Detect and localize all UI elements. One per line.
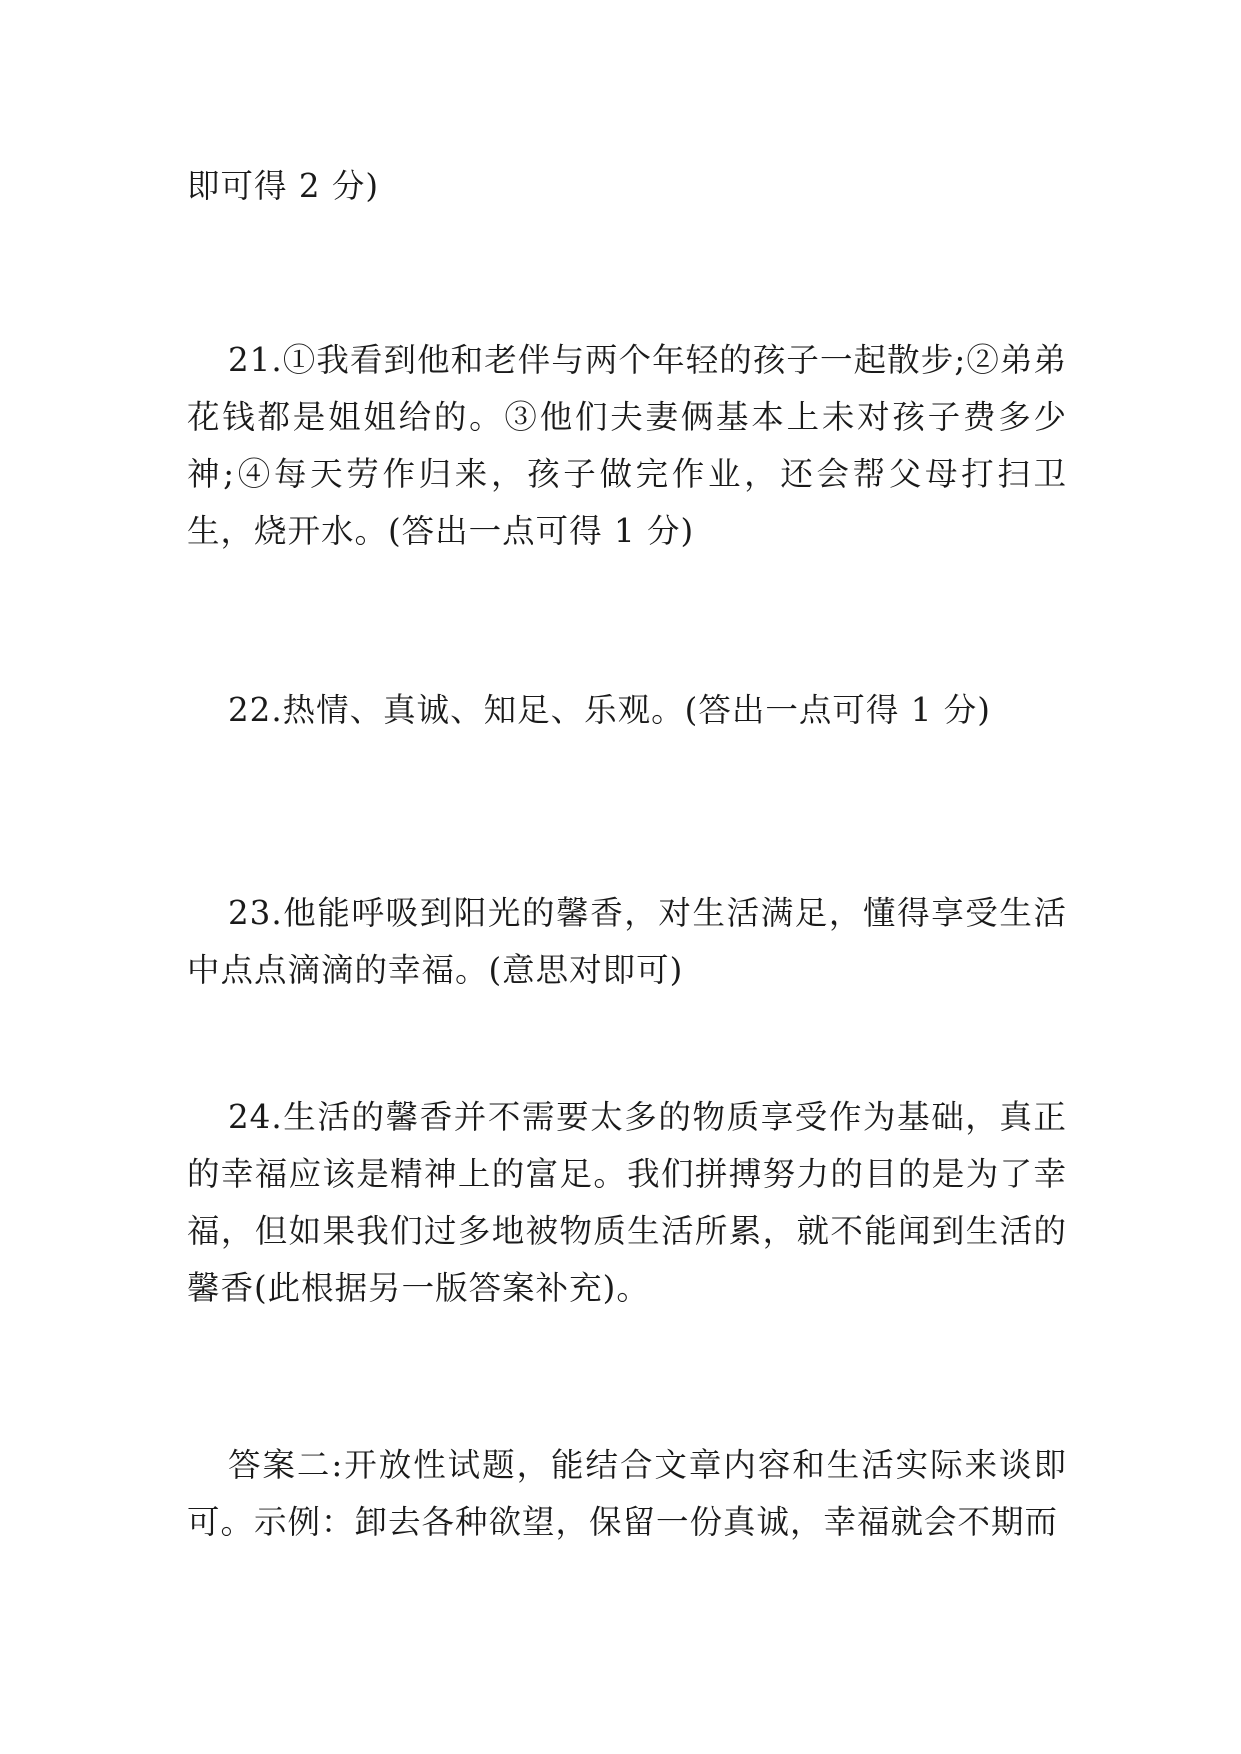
answer-22-paragraph: 22.热情、真诚、知足、乐观。(答出一点可得 1 分) [228,691,991,729]
answer-two-paragraph: 答案二:开放性试题，能结合文章内容和生活实际来谈即可。示例：卸去各种欲望，保留一份真诚，幸福就会不期而 [187,1446,1067,1541]
answer-continuation-text: 即可得 2 分) [187,167,380,205]
answer-24-paragraph: 24.生活的馨香并不需要太多的物质享受作为基础，真正的幸福应该是精神上的富足。我们拼搏努力的目的是为了幸福，但如果我们过多地被物质生活所累，就不能闻到生活的馨香(此根据另一版答案补充)。 [187,1098,1067,1307]
answer-23-paragraph: 23.他能呼吸到阳光的馨香，对生活满足，懂得享受生活中点点滴滴的幸福。(意思对即可) [187,894,1067,989]
answer-21-paragraph: 21.①我看到他和老伴与两个年轻的孩子一起散步;②弟弟花钱都是姐姐给的。③他们夫妻俩基本上未对孩子费多少神;④每天劳作归来，孩子做完作业，还会帮父母打扫卫生，烧开水。(答出一点可得 1 分) [187,341,1067,550]
